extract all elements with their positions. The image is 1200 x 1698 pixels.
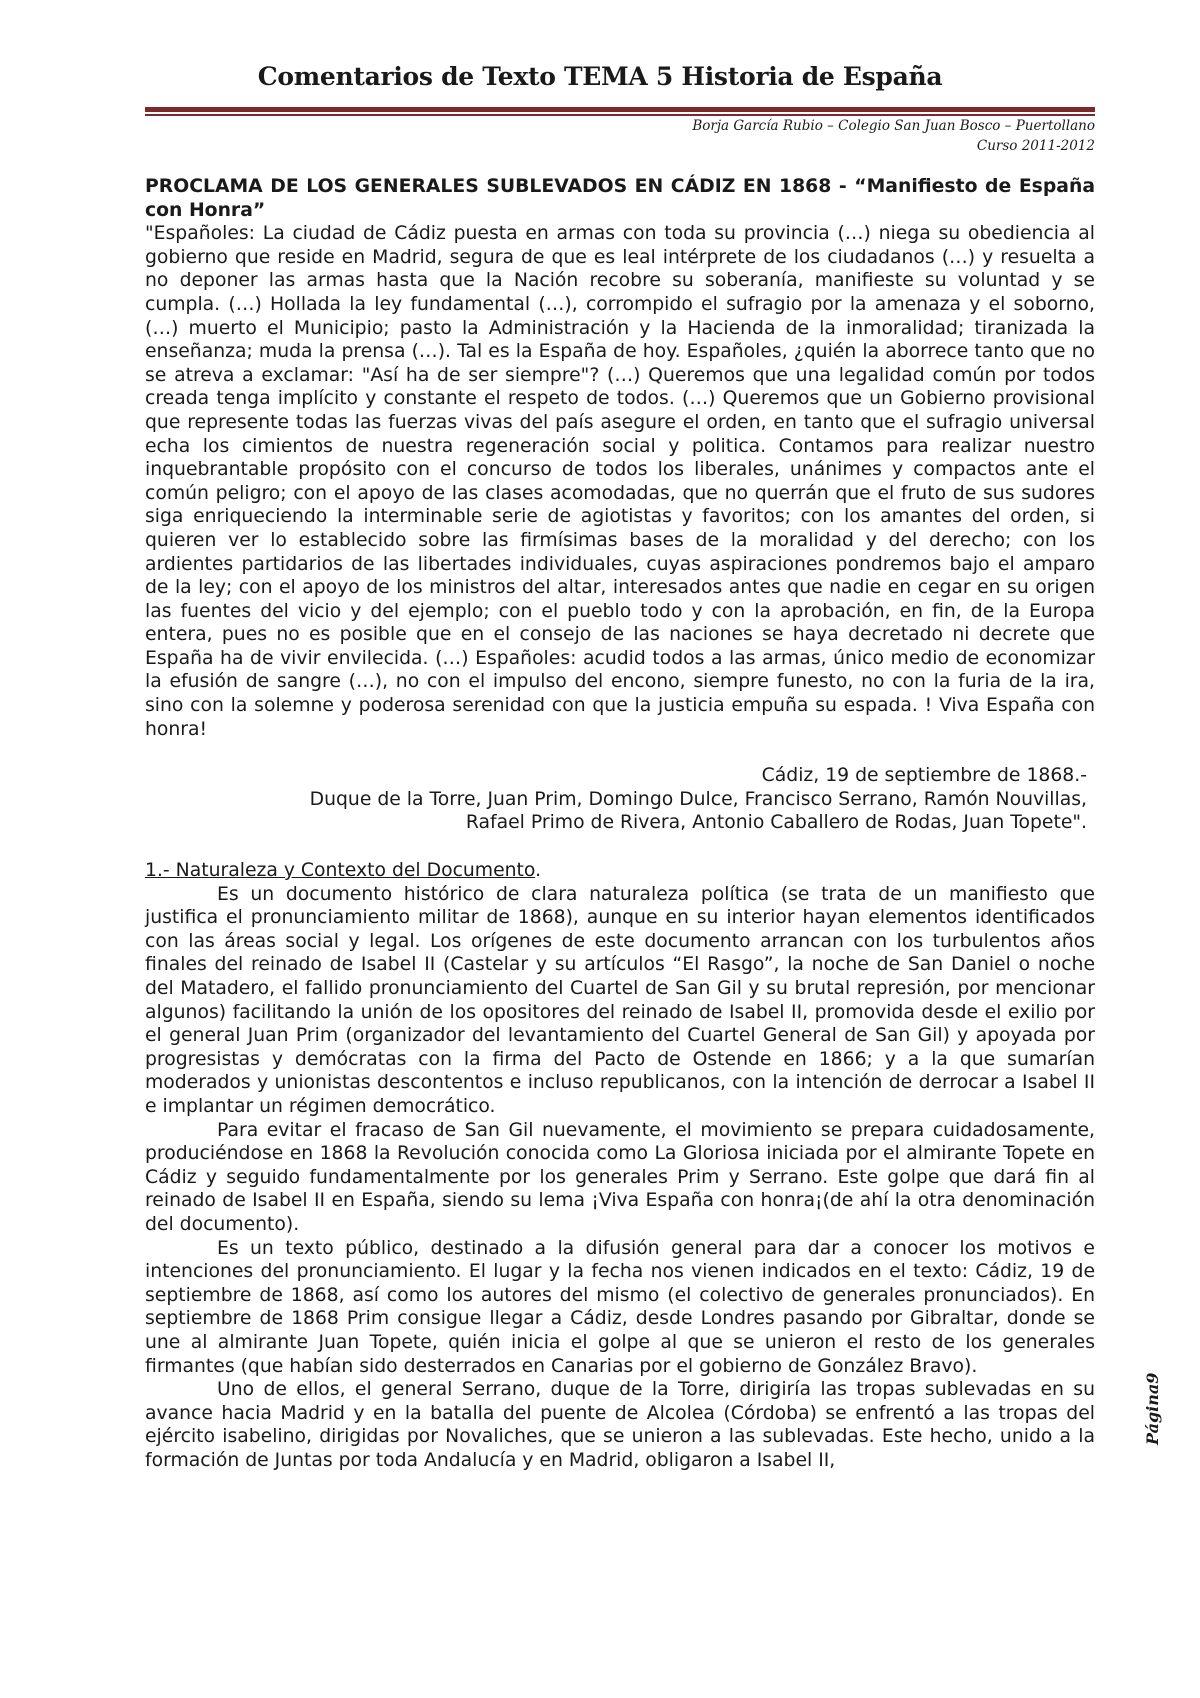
page-content xyxy=(145,175,1095,1472)
source-body: "Españoles: La ciudad de Cádiz puesta en armas con toda su provincia (…) niega su obediencia al gobierno que reside en Madrid, segura de que es leal intérprete de los ciudadanos (…) y resuelta a no deponer las armas hasta que la Nación recobre su soberanía, manifieste su voluntad y se cumpla. (…) Hollada la ley fundamental (…), corrompido el sufragio por la amenaza y el soborno, (…) muerto el Municipio; pasto la Administración y la Hacienda de la inmoralidad; tiranizada la enseñanza; muda la prensa (…). Tal es la España de hoy. Españoles, ¿quién la aborrece tanto que no se atreva a exclamar: "Así ha de ser siempre"? (…) Queremos que una legalidad común por todos creada tenga implícito y constante el respeto de todos. (…) Queremos que un Gobierno provisional que represente todas las fuerzas vivas del país asegure el orden, en tanto que el sufragio universal echa los cimientos de nuestra regeneración social y politica. Contamos para realizar nuestro inquebrantable propósito con el concurso de todos los liberales, unánimes y compactos ante el común peligro; con el apoyo de las clases acomodadas, que no querrán que el fruto de sus sudores siga enriqueciendo la interminable serie de agiotistas y favoritos; con los amantes del orden, si quieren ver lo establecido sobre las firmísimas bases de la moralidad y del derecho; con los ardientes partidarios de las libertades individuales, cuyas aspiraciones pondremos bajo el amparo de la ley; con el apoyo de los ministros del altar, interesados antes que nadie en cegar en su origen las fuentes del vicio y del ejemplo; con el pueblo todo y con la aprobación, en fin, de la Europa entera, pues no es posible que en el consejo de las naciones se haya decretado ni decrete que España ha de vivir envilecida. (…) Españoles: acudid todos a las armas, único medio de economizar la efusión de sangre (…), no con el impulso del encono, siempre funesto, no con la furia de la ira, sino con la solemne y poderosa serenidad con que la justicia empuña su espada. ! Viva España con honra! xyxy=(145,223,1095,740)
header-author: Borja García Rubio – Colegio San Juan Bosco – Puertollano xyxy=(692,118,1095,134)
header-course: Curso 2011-2012 xyxy=(976,138,1095,154)
signature-block xyxy=(145,764,1095,835)
section-heading-text: 1.- Naturaleza y Contexto del Documento xyxy=(145,860,536,882)
header-rule-thick xyxy=(145,107,1095,112)
section-paragraph: Para evitar el fracaso de San Gil nuevamente, el movimiento se prepara cuidadosamente, produciéndose en 1868 la Revolución conocida como La Gloriosa iniciada por el almirante Topete en Cádiz y seguido fundamentalmente por los generales Prim y Serrano. Este golpe que dará fin al reinado de Isabel II en España, siendo su lema ¡Viva España con honra¡(de ahí la otra denominación del documento). xyxy=(145,1119,1095,1235)
section-heading-period: . xyxy=(535,860,542,882)
document-header-title: Comentarios de Texto TEMA 5 Historia de España xyxy=(257,62,943,91)
signature-place-date: Cádiz, 19 de septiembre de 1868.- xyxy=(761,765,1087,787)
section-heading xyxy=(145,859,1095,883)
header-author-block xyxy=(692,116,1095,156)
signature-signers-line-1: Duque de la Torre, Juan Prim, Domingo Dulce, Francisco Serrano, Ramón Nouvillas, xyxy=(309,788,1087,810)
section-paragraph: Uno de ellos, el general Serrano, duque de la Torre, dirigiría las tropas sublevadas en su avance hacia Madrid y en la batalla del puente de Alcolea (Córdoba) se enfrentó a las tropas del ejército isabelino, dirigidas por Novaliches, que se unieron a las sublevadas. Este hecho, unido a la formación de Juntas por toda Andalucía y en Madrid, obligaron a Isabel II, xyxy=(145,1379,1095,1471)
section-paragraph: Es un documento histórico de clara naturaleza política (se trata de un manifiesto que justifica el pronunciamiento militar de 1868), aunque en su interior hayan elementos identificados con las áreas social y legal. Los orígenes de este documento arrancan con los turbulentos años finales del reinado de Isabel II (Castelar y su artículos “El Rasgo”, la noche de San Daniel o noche del Matadero, el fallido pronunciamiento del Cuartel de San Gil y su brutal represión, por mencionar algunos) facilitando la unión de los opositores del reinado de Isabel II, promovida desde el exilio por el general Juan Prim (organizador del levantamiento del Cuartel General de San Gil) y apoyada por progresistas y demócratas con la firma del Pacto de Ostende en 1866; y a la que sumarían moderados y unionistas descontentos e incluso republicanos, con la intención de derrocar a Isabel II e implantar un régimen democrático. xyxy=(145,883,1095,1117)
page-number: Página9 xyxy=(1143,1372,1162,1445)
section-paragraph: Es un texto público, destinado a la difusión general para dar a conocer los motivos e intenciones del pronunciamiento. El lugar y la fecha nos vienen indicados en el texto: Cádiz, 19 de septiembre de 1868, así como los autores del mismo (el colectivo de generales pronunciados). En septiembre de 1868 Prim consigue llegar a Cádiz, desde Londres pasando por Gibraltar, donde se une al almirante Juan Topete, quién inicia el golpe al que se unieron el resto de los generales firmantes (que habían sido desterrados en Canarias por el gobierno de González Bravo). xyxy=(145,1237,1095,1377)
source-title: PROCLAMA DE LOS GENERALES SUBLEVADOS EN CÁDIZ EN 1868 - “Manifiesto de España con Honra” xyxy=(145,176,1095,221)
signature-signers-line-2: Rafael Primo de Rivera, Antonio Caballero de Rodas, Juan Topete". xyxy=(465,812,1087,834)
